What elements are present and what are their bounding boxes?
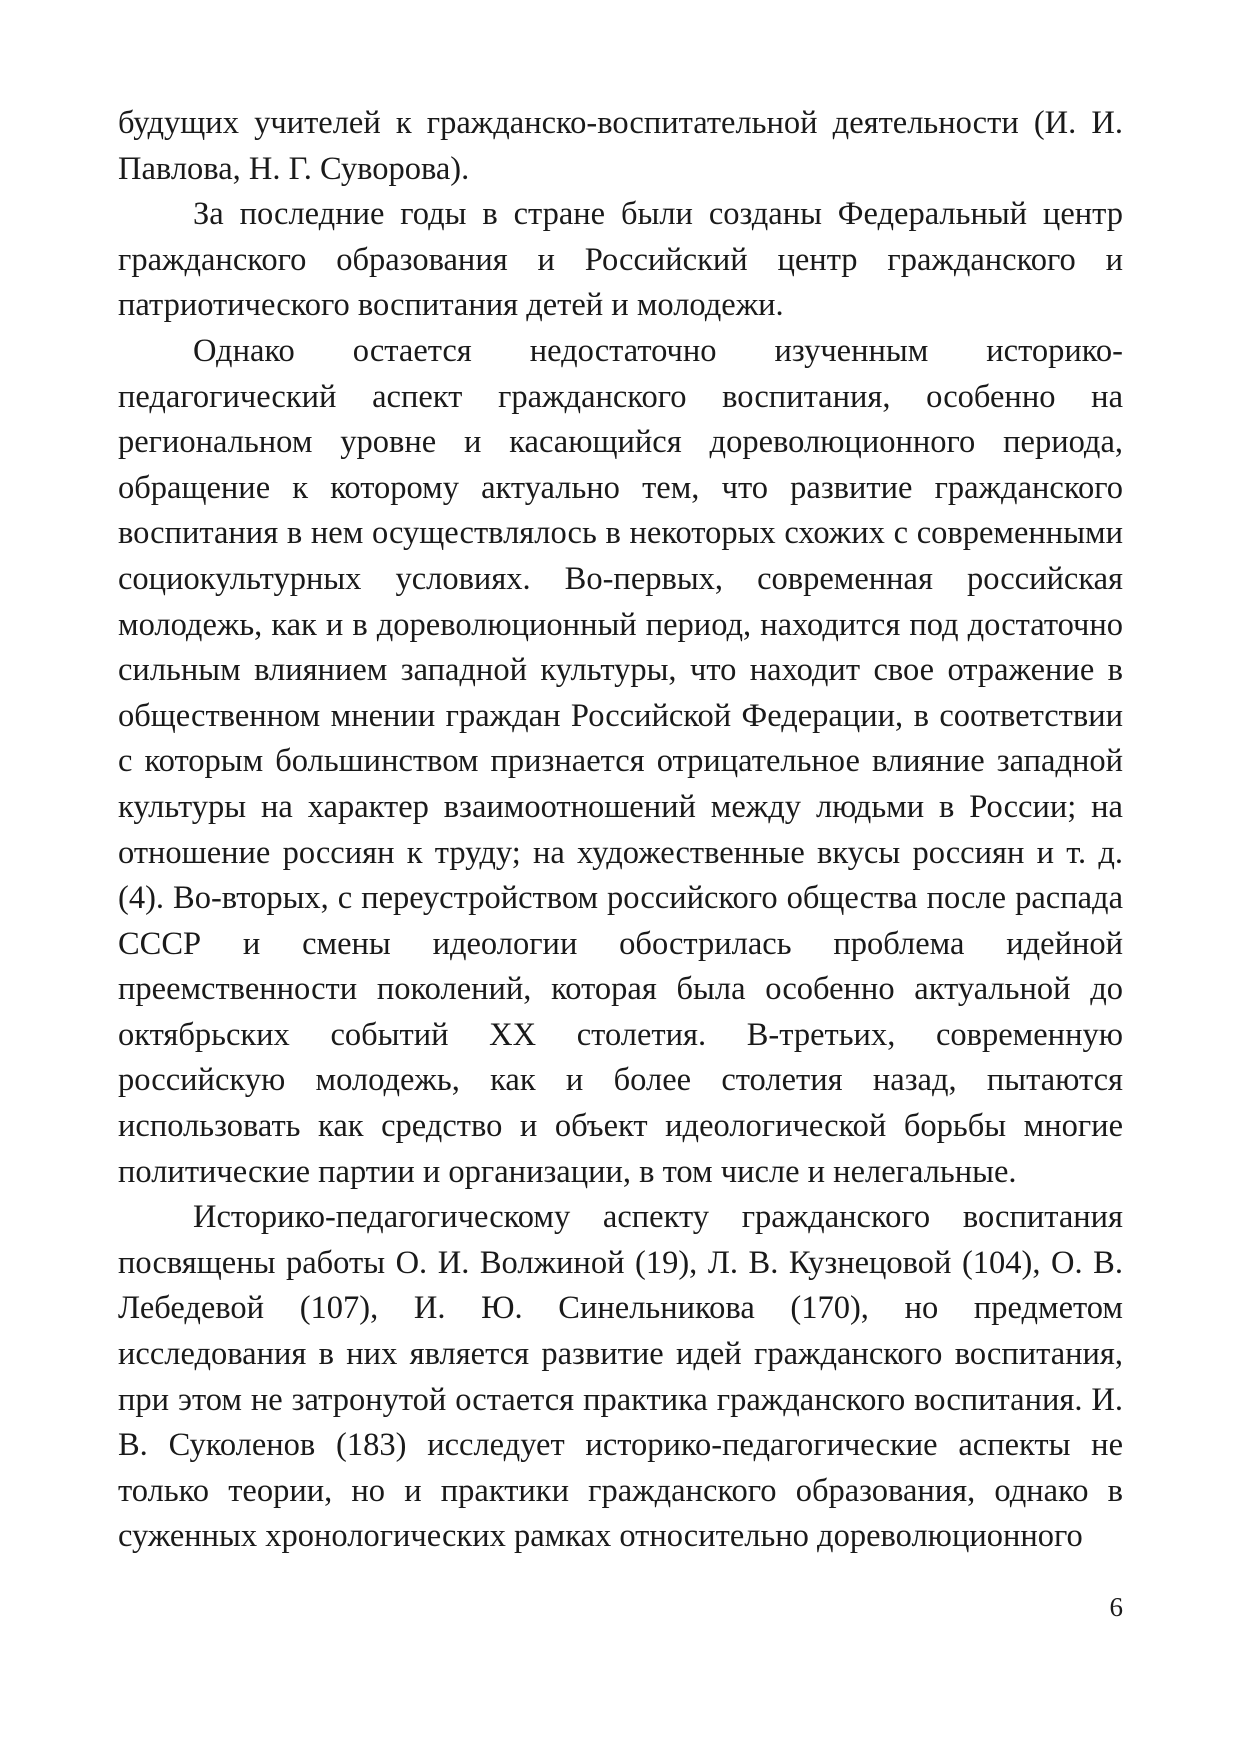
paragraph-federal-centers: За последние годы в стране были созданы Федеральный центр гражданского образования и Российский центр гражданского и патриотического воспитания детей и молодежи.: [118, 196, 1123, 324]
paragraph-historical-aspect: Однако остается недостаточно изученным историко-педагогический аспект гражданского воспитания, особенно на региональном уровне и касающийся дореволюционного периода, обращение к которому актуально тем, что развитие гражданского воспитания в нем осуществлялось в некоторых схожих с современными социокультурных условиях. Во-первых, современная российская молодежь, как и в дореволюционный период, находится под достаточно сильным влиянием западной культуры, что находит свое отражение в общественном мнении граждан Российской Федерации, в соответствии с которым большинством признается отрицательное влияние западной культуры на характер взаимоотношений между людьми в России; на отношение россиян к труду; на художественные вкусы россиян и т. д. (4). Во-вторых, с переустройством российского общества после распада СССР и смены идеологии обострилась проблема идейной преемственности поколений, которая была особенно актуальной до октябрьских событий XX столетия. В-третьих, современную российскую молодежь, как и более столетия назад, пытаются использовать как средство и объект идеологической борьбы многие политические партии и организации, в том числе и нелегальные.: [118, 332, 1123, 1190]
page-body: [118, 101, 1123, 1560]
page-number: 6: [1109, 1592, 1123, 1622]
paragraph-research-review: Историко-педагогическому аспекту гражданского воспитания посвящены работы О. И. Волжиной (19), Л. В. Кузнецовой (104), О. В. Лебедевой (107), И. Ю. Синельникова (170), но предметом исследования в них является развитие идей гражданского воспитания, при этом не затронутой остается практика гражданского воспитания. И. В. Суколенов (183) исследует историко-педагогические аспекты не только теории, но и практики гражданского образования, однако в суженных хронологических рамках относительно дореволюционного: [118, 1199, 1123, 1555]
paragraph-continuation: будущих учителей к гражданско-воспитательной деятельности (И. И. Павлова, Н. Г. Суворова).: [118, 105, 1123, 187]
